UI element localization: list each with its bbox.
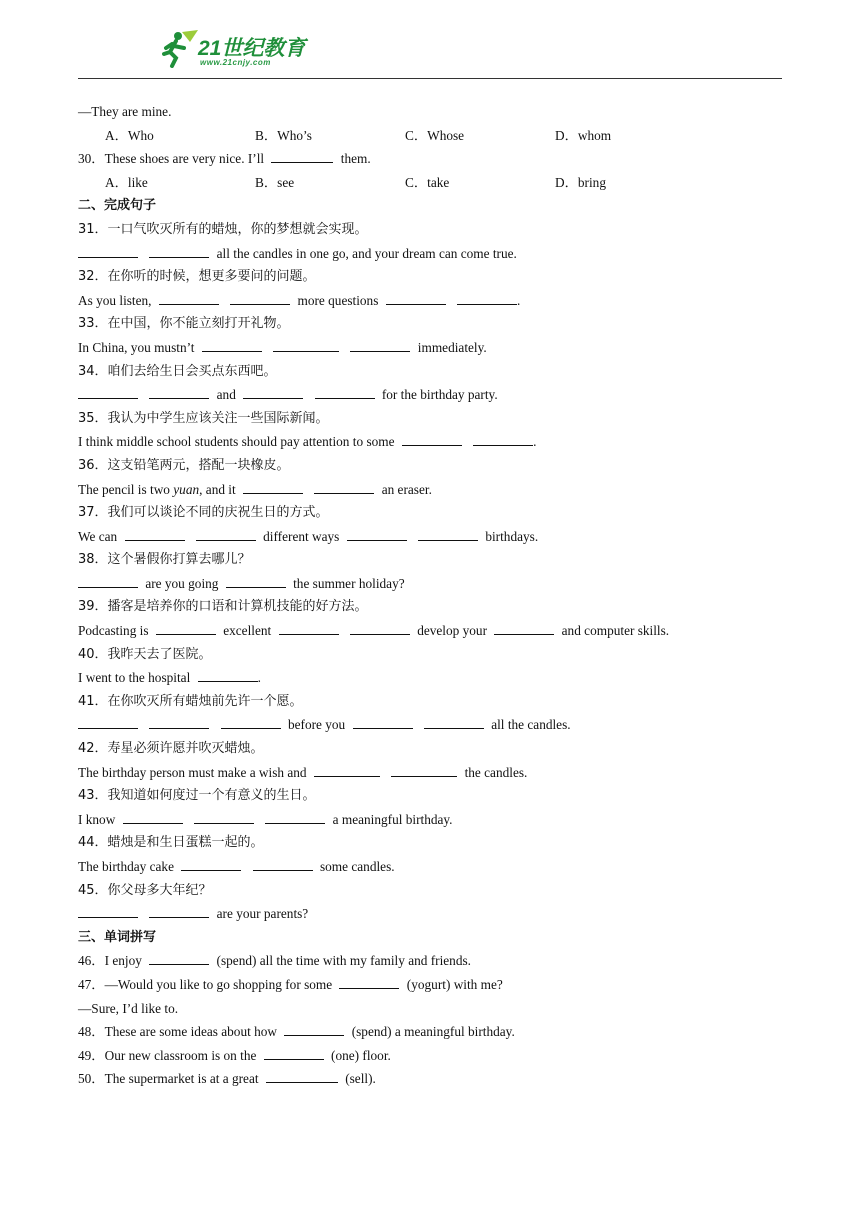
q39-english — [78, 619, 782, 643]
q35-text-before: I think middle school students should pay attention to some — [78, 434, 395, 450]
q36-text-before: The pencil is two — [78, 481, 170, 497]
q37-text-mid: different ways — [263, 528, 340, 544]
q29-options — [78, 124, 782, 148]
running-figure-logo-icon — [160, 28, 200, 68]
q40-chinese: 40．我昨天去了医院。 — [78, 646, 212, 662]
q43-blank-1[interactable] — [123, 811, 183, 824]
q49-text-after: (one) floor. — [331, 1047, 391, 1063]
q45-blank-1[interactable] — [78, 905, 138, 918]
q31-blank-2[interactable] — [149, 245, 209, 258]
q38-text-mid: are you going — [145, 575, 219, 591]
q50-blank[interactable] — [266, 1070, 338, 1083]
q39-text-mid-2: develop your — [417, 623, 487, 639]
q37-blank-2[interactable] — [196, 528, 256, 541]
q50-text-after: (sell). — [345, 1071, 376, 1087]
q32-blank-2[interactable] — [230, 292, 290, 305]
q35-text-end: . — [533, 434, 537, 450]
q34-text-mid: and — [216, 387, 236, 403]
q34-english — [78, 383, 782, 407]
q45-english — [78, 902, 782, 926]
q29-option-a[interactable]: A．Who — [105, 127, 154, 143]
q39-text-after: and computer skills. — [561, 623, 670, 639]
section-3-heading: 三、单词拼写 — [78, 929, 157, 945]
q43-english — [78, 808, 782, 832]
q38-blank-1[interactable] — [78, 575, 138, 588]
q43-text-before: I know — [78, 811, 116, 827]
q36-text-after: an eraser. — [381, 481, 432, 497]
q47-number: 47． — [78, 976, 105, 992]
q42-text-after: the candles. — [464, 764, 528, 780]
q37-text-before: We can — [78, 528, 118, 544]
q50-text-before: The supermarket is at a great — [104, 1071, 259, 1087]
q34-chinese: 34．咱们去给生日会买点东西吧。 — [78, 363, 277, 379]
q38-text-after: the summer holiday? — [293, 575, 405, 591]
q34-blank-2[interactable] — [149, 386, 209, 399]
q39-blank-2[interactable] — [279, 622, 339, 635]
q48-number: 48． — [78, 1024, 105, 1040]
q37-blank-3[interactable] — [347, 528, 407, 541]
q32-text-before: As you listen, — [78, 292, 152, 308]
q34-blank-4[interactable] — [315, 386, 375, 399]
q43-chinese: 43．我知道如何度过一个有意义的生日。 — [78, 788, 316, 804]
q41-text-after: all the candles. — [491, 717, 571, 733]
q41-english — [78, 713, 782, 737]
q48-blank[interactable] — [284, 1023, 344, 1036]
q37-blank-1[interactable] — [125, 528, 185, 541]
q39-blank-4[interactable] — [494, 622, 554, 635]
q48-line — [78, 1020, 782, 1044]
q47-reply: —Sure, I’d like to. — [78, 1000, 179, 1016]
q43-text-after: a meaningful birthday. — [332, 811, 453, 827]
q48-text-after: (spend) a meaningful birthday. — [351, 1024, 515, 1040]
q47-text-after: (yogurt) with me? — [406, 976, 503, 992]
q45-chinese: 45．你父母多大年纪？ — [78, 882, 212, 898]
q49-text-before: Our new classroom is on the — [104, 1047, 257, 1063]
logo-url: www.21cnjy.com — [200, 58, 271, 67]
q44-english — [78, 855, 782, 879]
q33-blank-2[interactable] — [273, 339, 339, 352]
q44-text-before: The birthday cake — [78, 859, 174, 874]
q44-text-after: some candles. — [319, 859, 395, 874]
q30-blank[interactable] — [271, 150, 333, 163]
q30-text-after: them. — [340, 151, 371, 167]
q36-english — [78, 478, 782, 502]
q33-english — [78, 336, 782, 360]
q49-line — [78, 1044, 782, 1068]
q39-blank-1[interactable] — [156, 622, 216, 635]
q32-chinese: 32．在你听的时候，想更多要问的问题。 — [78, 269, 316, 285]
q47-line — [78, 973, 782, 997]
q30-options — [78, 171, 782, 195]
q47-text-before: —Would you like to go shopping for some — [104, 976, 333, 992]
q41-chinese: 41．在你吹灭所有蜡烛前先许一个愿。 — [78, 693, 303, 709]
q42-english — [78, 761, 782, 785]
q30-text-before: These shoes are very nice. I’ll — [104, 151, 265, 167]
q45-text-after: are your parents? — [216, 906, 309, 922]
worksheet-content — [78, 100, 782, 1091]
q34-text-after: for the birthday party. — [381, 387, 498, 403]
q36-chinese: 36．这支铅笔两元，搭配一块橡皮。 — [78, 457, 290, 473]
q38-chinese: 38．这个暑假你打算去哪儿？ — [78, 552, 251, 568]
q42-text-before: The birthday person must make a wish and — [78, 764, 307, 780]
q33-text-before: In China, you mustn’t — [78, 339, 195, 355]
q29-option-d[interactable]: D．whom — [555, 127, 612, 143]
q40-text-end: . — [257, 670, 261, 686]
q39-chinese: 39．播客是培养你的口语和计算机技能的好方法。 — [78, 599, 368, 615]
q30-option-d[interactable]: D．bring — [555, 174, 606, 190]
q36-italic-word: yuan — [173, 481, 200, 497]
q30-stem — [78, 147, 782, 171]
q44-blank-1[interactable] — [181, 858, 241, 871]
q49-blank[interactable] — [264, 1047, 324, 1060]
q32-english — [78, 289, 782, 313]
q47-blank[interactable] — [339, 976, 399, 989]
q42-blank-1[interactable] — [314, 764, 380, 777]
q31-chinese: 31．一口气吹灭所有的蜡烛，你的梦想就会实现。 — [78, 221, 368, 237]
q43-blank-2[interactable] — [194, 811, 254, 824]
q41-blank-1[interactable] — [78, 716, 138, 729]
q44-blank-2[interactable] — [253, 858, 313, 871]
q33-text-after: immediately. — [417, 339, 487, 355]
q32-blank-4[interactable] — [457, 292, 517, 305]
q46-text-after: (spend) all the time with my family and friends. — [216, 953, 471, 969]
q34-blank-1[interactable] — [78, 386, 138, 399]
q30-option-c[interactable]: C．take — [405, 174, 450, 190]
q41-blank-2[interactable] — [149, 716, 209, 729]
q42-blank-2[interactable] — [391, 764, 457, 777]
q36-blank-1[interactable] — [243, 481, 303, 494]
q35-blank-1[interactable] — [402, 433, 462, 446]
q35-blank-2[interactable] — [473, 433, 533, 446]
q29-option-c[interactable]: C．Whose — [405, 127, 465, 143]
q38-english — [78, 572, 782, 596]
q31-text: all the candles in one go, and your dream can come true. — [216, 245, 517, 261]
q32-text-end: . — [517, 292, 521, 308]
q46-line — [78, 949, 782, 973]
q32-text-mid: more questions — [297, 292, 379, 308]
q30-option-a[interactable]: A．like — [105, 174, 148, 190]
q46-blank[interactable] — [149, 952, 209, 965]
q32-blank-3[interactable] — [386, 292, 446, 305]
q33-blank-1[interactable] — [202, 339, 262, 352]
q36-blank-2[interactable] — [314, 481, 374, 494]
q39-text-before: Podcasting is — [78, 623, 149, 639]
q46-number: 46． — [78, 953, 105, 969]
q43-blank-3[interactable] — [265, 811, 325, 824]
q29-option-b[interactable]: B．Who’s — [255, 127, 312, 143]
q41-blank-5[interactable] — [424, 716, 484, 729]
q41-blank-4[interactable] — [353, 716, 413, 729]
q44-chinese: 44．蜡烛是和生日蛋糕一起的。 — [78, 835, 264, 851]
header-divider — [78, 78, 782, 79]
q30-number: 30． — [78, 151, 105, 167]
q50-line — [78, 1067, 782, 1091]
q33-chinese: 33．在中国，你不能立刻打开礼物。 — [78, 316, 290, 332]
q48-text-before: These are some ideas about how — [104, 1024, 278, 1040]
q38-blank-2[interactable] — [226, 575, 286, 588]
q37-english — [78, 525, 782, 549]
q46-text-before: I enjoy — [104, 953, 142, 969]
q45-blank-2[interactable] — [149, 905, 209, 918]
q41-text-mid: before you — [287, 717, 346, 733]
q32-blank-1[interactable] — [159, 292, 219, 305]
q41-blank-3[interactable] — [221, 716, 281, 729]
q33-blank-3[interactable] — [350, 339, 410, 352]
q35-english — [78, 430, 782, 454]
q37-text-after: birthdays. — [485, 528, 539, 544]
q31-blank-1[interactable] — [78, 245, 138, 258]
q31-english — [78, 242, 782, 266]
q35-chinese: 35．我认为中学生应该关注一些国际新闻。 — [78, 410, 329, 426]
q36-text-mid: , and it — [199, 481, 236, 497]
section-2-heading: 二、完成句子 — [78, 198, 157, 214]
q29-answer-line: —They are mine. — [78, 104, 172, 119]
q40-text-before: I went to the hospital — [78, 670, 191, 686]
q37-blank-4[interactable] — [418, 528, 478, 541]
q40-blank[interactable] — [198, 669, 258, 682]
logo-wordmark: 21世纪教育 — [198, 37, 306, 60]
q30-option-b[interactable]: B．see — [255, 174, 295, 190]
q39-blank-3[interactable] — [350, 622, 410, 635]
q49-number: 49． — [78, 1047, 105, 1063]
q37-chinese: 37．我们可以谈论不同的庆祝生日的方式。 — [78, 505, 329, 521]
site-logo — [160, 26, 330, 72]
q39-text-mid-1: excellent — [223, 623, 272, 639]
q50-number: 50． — [78, 1071, 105, 1087]
q42-chinese: 42．寿星必须许愿并吹灭蜡烛。 — [78, 741, 264, 757]
q40-english — [78, 666, 782, 690]
q34-blank-3[interactable] — [243, 386, 303, 399]
